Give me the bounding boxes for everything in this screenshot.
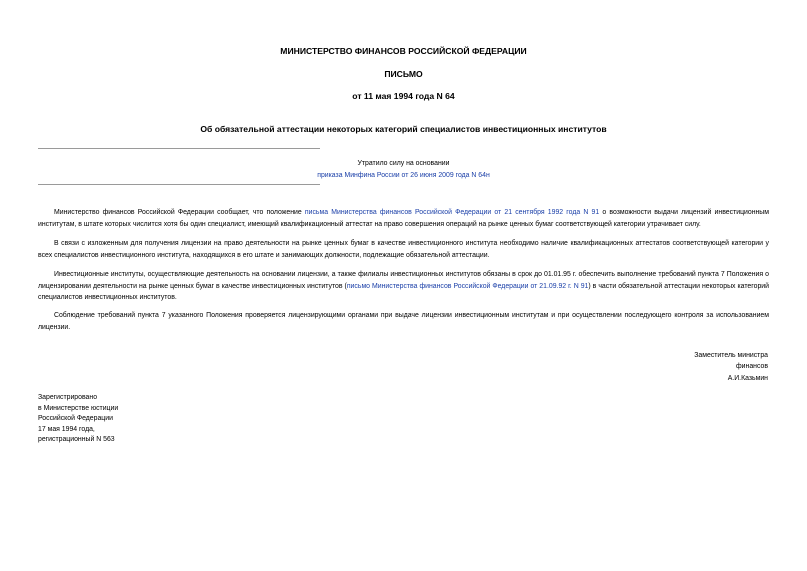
- lapse-order-link[interactable]: приказа Минфина России от 26 июня 2009 года N 64н: [317, 172, 490, 179]
- signer-title: Заместитель министра: [694, 352, 768, 359]
- registration-line-2: в Министерстве юстиции: [38, 404, 119, 412]
- paragraph-3-text-end: ) в части обязательной аттестации некоторых категорий специалистов инвестиционных институтов.: [38, 282, 769, 301]
- letter-91-link[interactable]: письма Министерства финансов Российской Федерации от 21 сентября 1992 года N 91: [304, 209, 600, 216]
- registration-line-4: 17 мая 1994 года,: [38, 425, 95, 433]
- signer-ministry: финансов: [736, 363, 768, 371]
- paragraph-1-text-end: о возможности выдачи лицензий инвестиционным институтам, в штате которых числится хотя бы один специалист, имеющий квалификационный аттестат на право совершения операций на рынке ценных бумаг соответствующей категории утрачивает силу.: [38, 209, 770, 228]
- signature-block: [568, 350, 768, 384]
- lapse-text: Утратило силу на основании: [357, 160, 450, 167]
- registration-line-1: Зарегистрировано: [38, 394, 98, 401]
- top-divider: [38, 148, 320, 149]
- paragraph-1-text-start: Министерство финансов Российской Федерации сообщает, что положение: [54, 209, 305, 216]
- document-subject: Об обязательной аттестации некоторых категорий специалистов инвестиционных институтов: [200, 124, 607, 134]
- document-type: ПИСЬМО: [384, 69, 423, 79]
- paragraph-3-text-start: Инвестиционные институты, осуществляющие деятельность на основании лицензии, а также филиалы инвестиционных институтов обязаны в срок до 01.01.95 г. обеспечить выполнение требований пункта 7 Положения о лицензировании деятельности на рынке ценных бумаг в качестве инвестиционных институтов (: [38, 271, 769, 290]
- lapse-notice: [200, 158, 607, 182]
- bottom-divider: [38, 184, 320, 185]
- registration-line-5: регистрационный N 563: [38, 436, 115, 444]
- paragraph-2: [38, 238, 769, 261]
- registration-block: [38, 393, 258, 446]
- signer-name: А.И.Казьмин: [727, 374, 768, 382]
- paragraph-3: [38, 269, 769, 304]
- letter-91-short-link[interactable]: письмо Министерства финансов Российской Федерации от 21.09.92 г. N 91: [346, 282, 589, 290]
- paragraph-4: [38, 310, 769, 333]
- ministry-heading: МИНИСТЕРСТВО ФИНАНСОВ РОССИЙСКОЙ ФЕДЕРАЦИИ: [280, 46, 527, 56]
- paragraph-1: [38, 207, 769, 230]
- registration-line-3: Российской Федерации: [38, 415, 113, 423]
- paragraph-4-text: Соблюдение требований пункта 7 указанного Положения проверяется лицензирующими органами при выдаче лицензии инвестиционным институтам и при осуществлении последующего контроля за использованием лицензии.: [38, 312, 769, 331]
- paragraph-2-text: В связи с изложенным для получения лицензии на право деятельности на рынке ценных бумаг в качестве инвестиционного института необходимо наличие квалификационных аттестатов соответствующей категории у всех специалистов инвестиционного института, находящихся в его штате и занимающих должности, подлежащие обязательной аттестации.: [38, 240, 769, 259]
- document-date-number: от 11 мая 1994 года N 64: [352, 91, 455, 101]
